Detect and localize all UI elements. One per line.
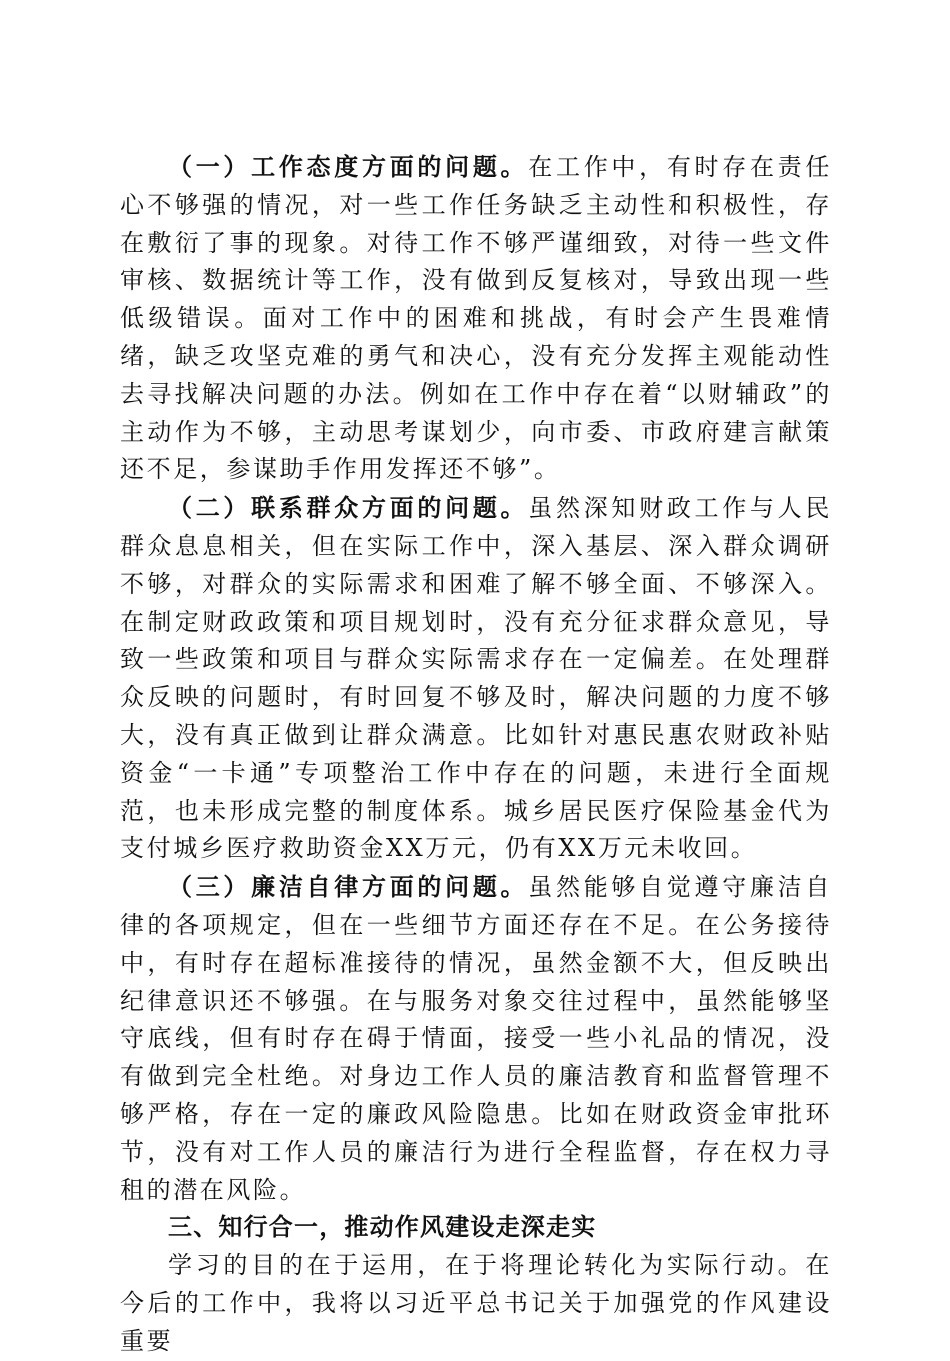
paragraph-mass-contact — [120, 489, 832, 868]
paragraph-body: 虽然深知财政工作与人民群众息息相关，但在实际工作中，深入基层、深入群众调研不够，对群众的实际需求和困难了解不够全面、不够深入。在制定财政政策和项目规划时，没有充分征求群众意见，导致一些政策和项目与群众实际需求存在一定偏差。在处理群众反映的问题时，有时回复不够及时，解决问题的力度不够大，没有真正做到让群众满意。比如针对惠民惠农财政补贴资金“一卡通”专项整治工作中存在的问题，未进行全面规范，也未形成完整的制度体系。城乡居民医疗保险基金代为支付城乡医疗救助资金XX万元，仍有XX万元未收回。 — [120, 494, 832, 863]
section-heading: 三、知行合一，推动作风建设走深走实 — [168, 1213, 597, 1242]
paragraph-integrity — [120, 868, 832, 1209]
paragraph-body: 虽然能够自觉遵守廉洁自律的各项规定，但在一些细节方面还存在不足。在公务接待中，有时存在超标准接待的情况，虽然金额不大，但反映出纪律意识还不够强。在与服务对象交往过程中，虽然能够坚守底线，但有时存在碍于情面，接受一些小礼品的情况，没有做到完全杜绝。对身边工作人员的廉洁教育和监督管理不够严格，存在一定的廉政风险隐患。比如在财政资金审批环节，没有对工作人员的廉洁行为进行全程监督，存在权力寻租的潜在风险。 — [120, 873, 832, 1204]
paragraph-closing: 学习的目的在于运用，在于将理论转化为实际行动。在今后的工作中，我将以习近平总书记关于加强党的作风建设重要 — [120, 1251, 832, 1355]
paragraph-lead: （一）工作态度方面的问题。 — [168, 152, 529, 181]
paragraph-work-attitude — [120, 148, 832, 489]
paragraph-lead: （三）廉洁自律方面的问题。 — [168, 872, 529, 902]
document-page — [120, 148, 832, 1361]
paragraph-lead: （二）联系群众方面的问题。 — [168, 493, 529, 523]
paragraph-body: 在工作中，有时存在责任心不够强的情况，对一些工作任务缺乏主动性和积极性，存在敷衍了事的现象。对待工作不够严谨细致，对待一些文件审核、数据统计等工作，没有做到反复核对，导致出现一些低级错误。面对工作中的困难和挑战，有时会产生畏难情绪，缺乏攻坚克难的勇气和决心，没有充分发挥主观能动性去寻找解决问题的办法。例如在工作中存在着“以财辅政”的主动作为不够，主动思考谋划少，向市委、市政府建言献策还不足，参谋助手作用发挥还不够”。 — [120, 153, 832, 484]
